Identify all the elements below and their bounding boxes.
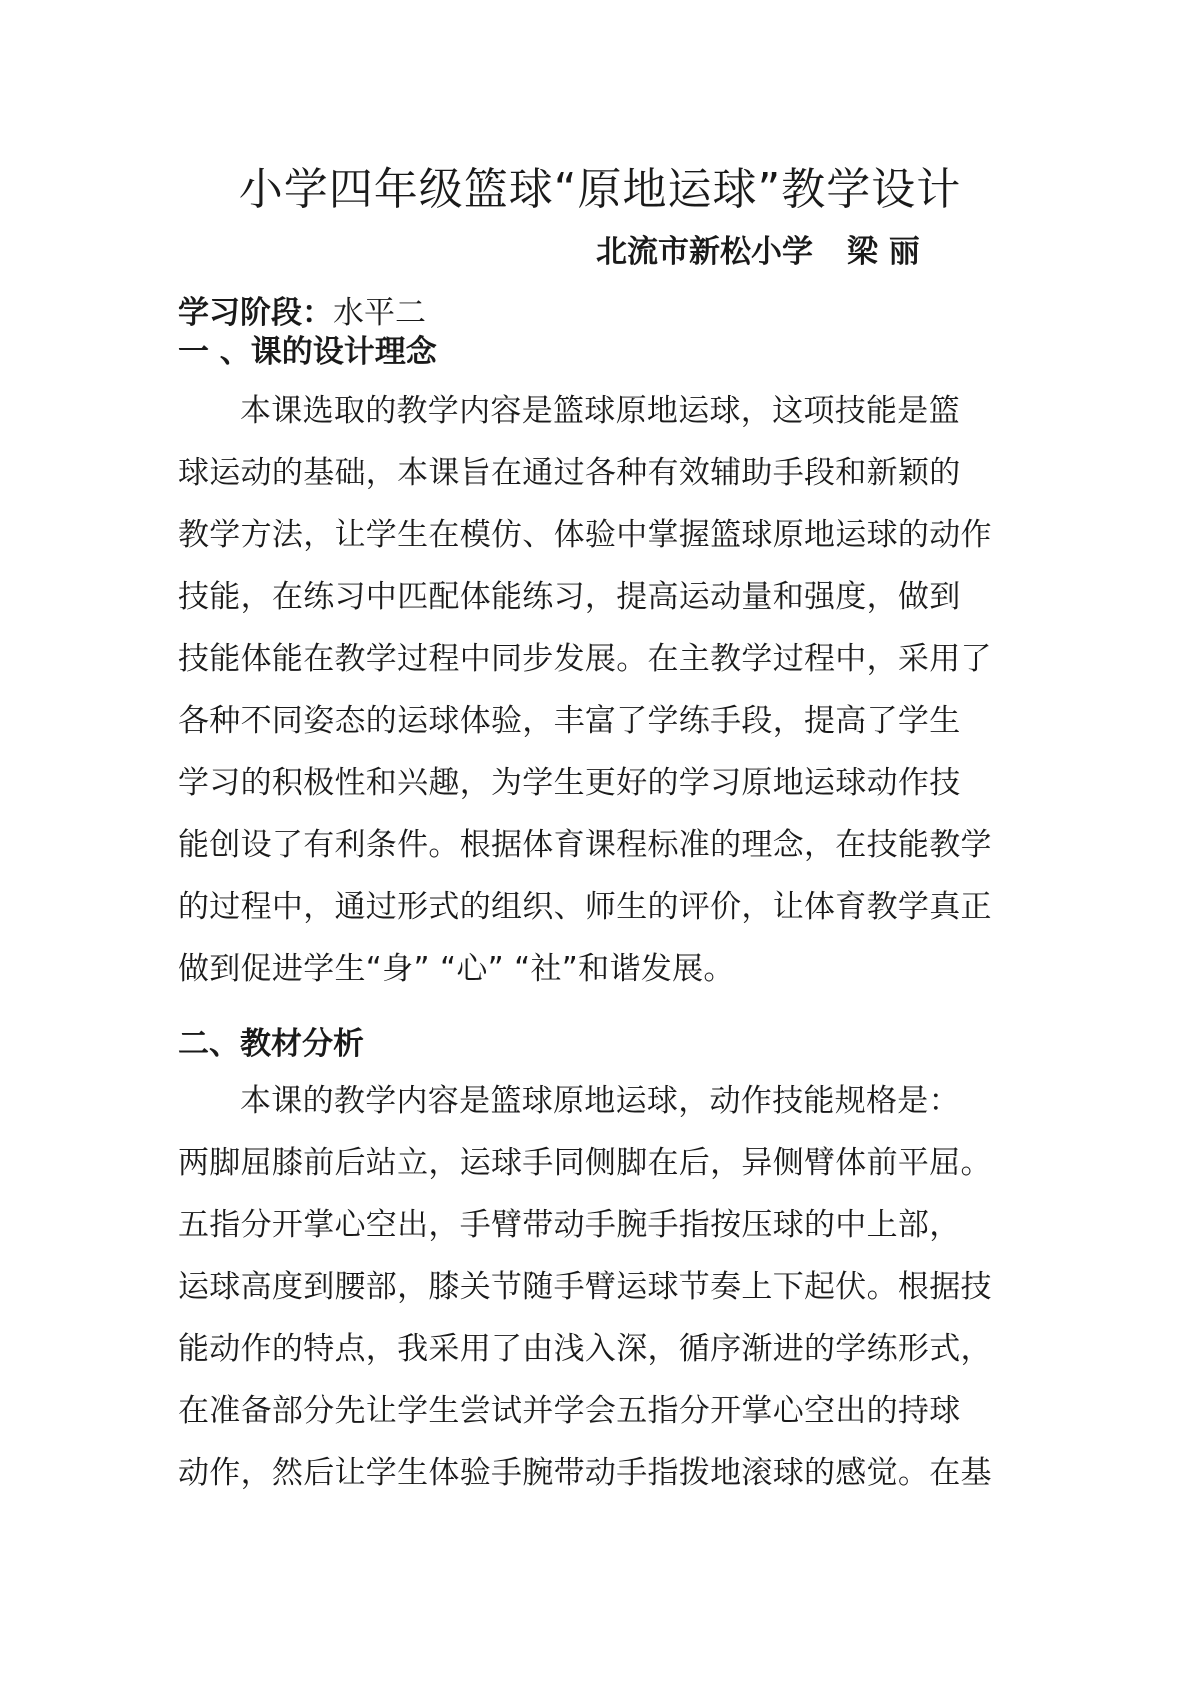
paragraph-design-concept bbox=[178, 380, 1018, 1000]
paragraph-line: 能创设了有利条件。根据体育课程标准的理念，在技能教学 bbox=[178, 827, 992, 863]
paragraph-line: 五指分开掌心空出，手臂带动手腕手指按压球的中上部， bbox=[178, 1207, 961, 1243]
learning-stage bbox=[178, 292, 426, 334]
paragraph-line: 的过程中，通过形式的组织、师生的评价，让体育教学真正 bbox=[178, 889, 992, 925]
paragraph-line: 两脚屈膝前后站立，运球手同侧脚在后，异侧臂体前平屈。 bbox=[178, 1145, 992, 1181]
paragraph-line: 学习的积极性和兴趣，为学生更好的学习原地运球动作技 bbox=[178, 765, 961, 801]
paragraph-line: 本课选取的教学内容是篮球原地运球，这项技能是篮 bbox=[240, 393, 960, 429]
section-heading-design-concept: 一 、课的设计理念 bbox=[178, 334, 437, 370]
document-title: 小学四年级篮球“原地运球”教学设计 bbox=[238, 164, 962, 215]
paragraph-line: 本课的教学内容是篮球原地运球，动作技能规格是： bbox=[240, 1083, 960, 1119]
paragraph-line: 在准备部分先让学生尝试并学会五指分开掌心空出的持球 bbox=[178, 1393, 961, 1429]
paragraph-line: 技能体能在教学过程中同步发展。在主教学过程中，采用了 bbox=[178, 641, 992, 677]
section-heading-material-analysis: 二、教材分析 bbox=[178, 1026, 364, 1062]
paragraph-line: 各种不同姿态的运球体验，丰富了学练手段，提高了学生 bbox=[178, 703, 961, 739]
author-school: 北流市新松小学 bbox=[596, 234, 813, 270]
paragraph-line: 运球高度到腰部，膝关节随手臂运球节奏上下起伏。根据技 bbox=[178, 1269, 992, 1305]
paragraph-line: 能动作的特点，我采用了由浅入深，循序渐进的学练形式， bbox=[178, 1331, 992, 1367]
learning-stage-value: 水平二 bbox=[333, 295, 426, 331]
learning-stage-label: 学习阶段： bbox=[178, 295, 333, 331]
paragraph-line: 做到促进学生“身” “心” “社”和谐发展。 bbox=[178, 951, 735, 987]
paragraph-line: 技能，在练习中匹配体能练习，提高运动量和强度，做到 bbox=[178, 579, 961, 615]
author-line bbox=[596, 232, 920, 272]
author-name: 梁 丽 bbox=[847, 234, 920, 270]
paragraph-material-analysis bbox=[178, 1070, 1018, 1504]
paragraph-line: 球运动的基础，本课旨在通过各种有效辅助手段和新颖的 bbox=[178, 455, 961, 491]
paragraph-line: 动作，然后让学生体验手腕带动手指拨地滚球的感觉。在基 bbox=[178, 1455, 992, 1491]
paragraph-line: 教学方法，让学生在模仿、体验中掌握篮球原地运球的动作 bbox=[178, 517, 992, 553]
